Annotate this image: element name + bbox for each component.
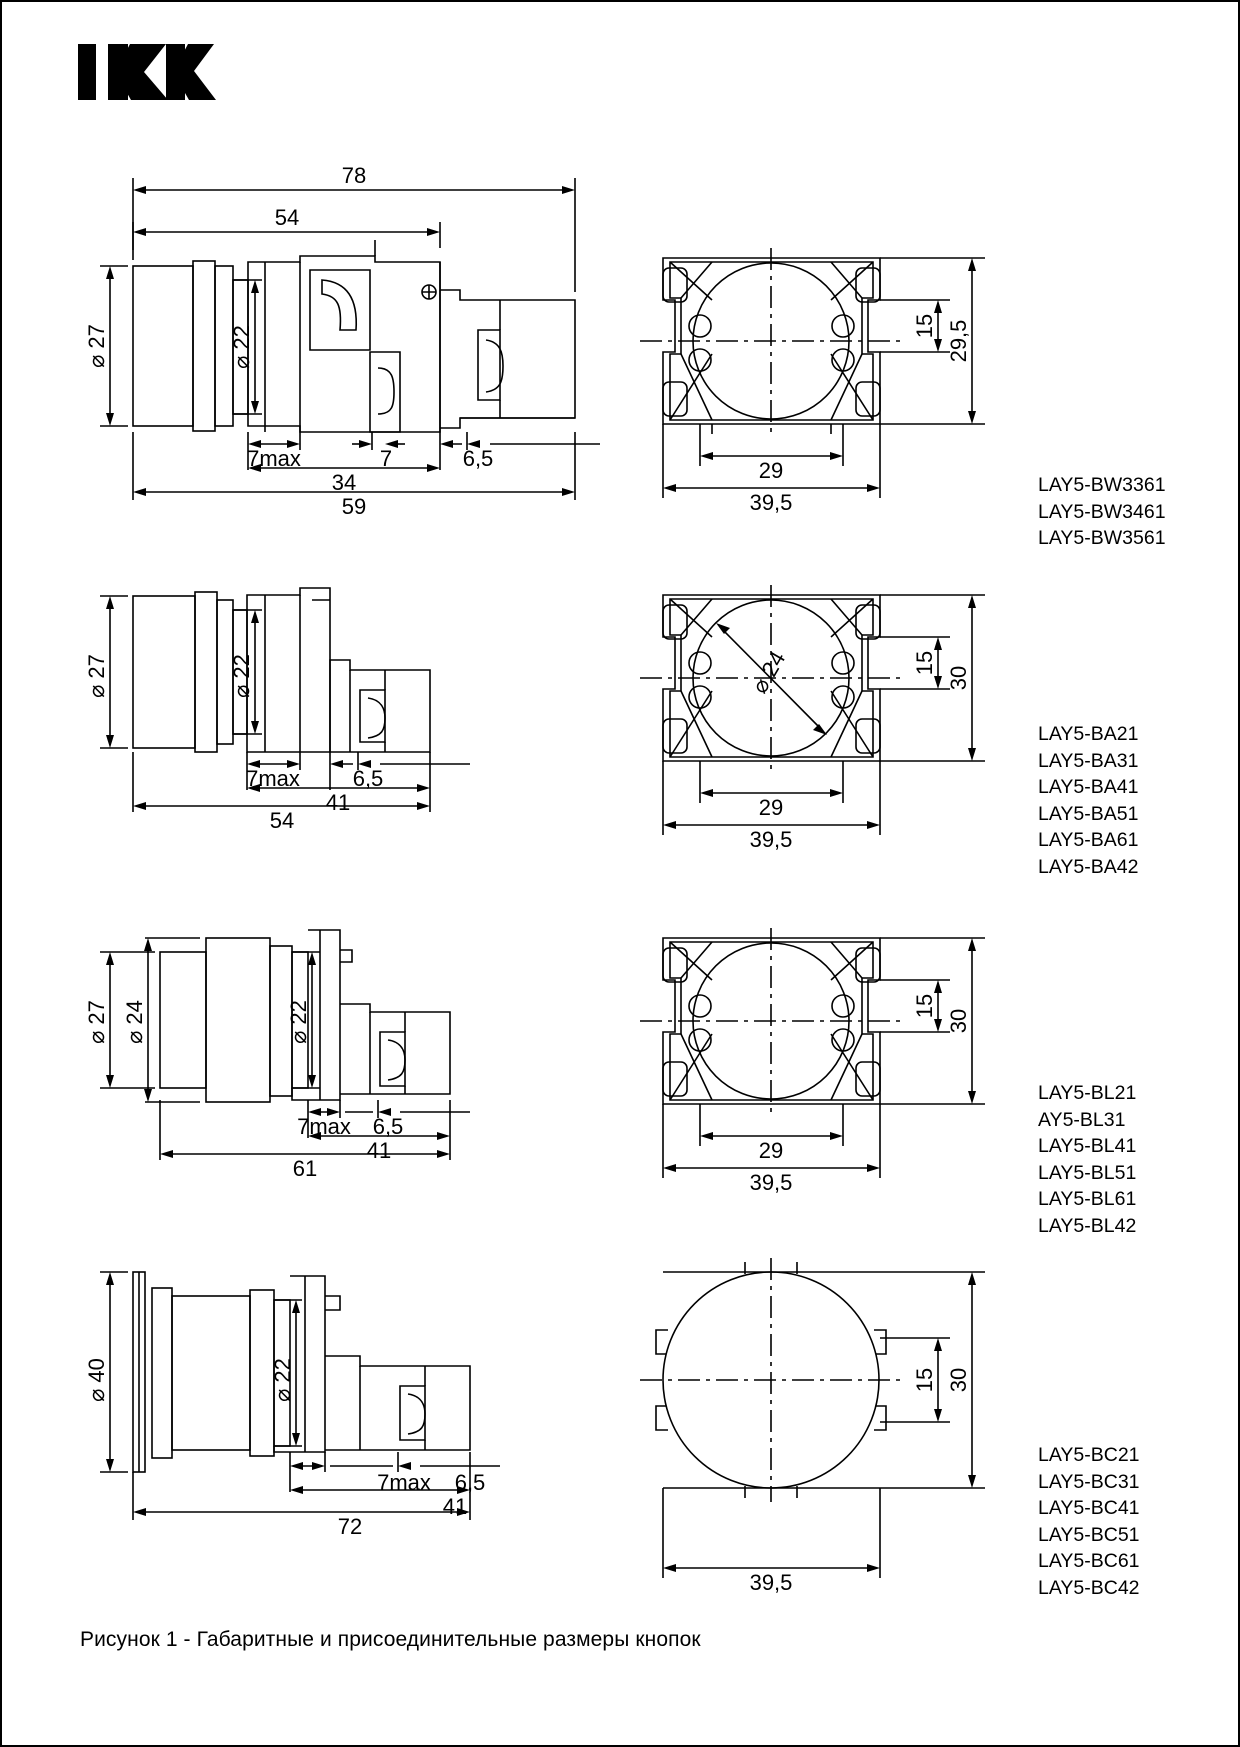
dim-label: 39,5 [749,1570,793,1595]
dim-label: 29 [758,795,784,820]
dim-label: ⌀ 27 [84,1000,109,1044]
product-code: LAY5-BW3461 [1038,500,1166,523]
dim-label: ⌀ 22 [286,1000,311,1044]
product-codes-group-3 [1038,1080,1136,1239]
dim-label: 30 [946,665,971,691]
product-code: LAY5-BC41 [1038,1497,1140,1519]
dim-label: 7max [247,446,301,471]
dim-label: ⌀ 22 [229,654,254,698]
dim-label: ⌀ 24 [122,1000,147,1044]
figure-caption: Рисунок 1 - Габаритные и присоединительные размеры кнопок [80,1628,701,1651]
dim-label: ⌀ 27 [84,654,109,698]
dim-label: 15 [912,650,937,676]
product-code: LAY5-BW3561 [1038,527,1166,549]
product-code: LAY5-BA51 [1038,802,1139,825]
dim-label: 41 [366,1138,392,1163]
dim-label: 30 [946,1008,971,1034]
product-code: LAY5-BC51 [1038,1523,1140,1546]
product-code: LAY5-BA42 [1038,855,1139,878]
product-code: AY5-BL31 [1038,1108,1126,1131]
dim-label: 15 [912,1367,937,1393]
dim-label: 6,5 [372,1114,404,1139]
dim-label: 29 [758,458,784,483]
dim-label: 7max [377,1470,431,1495]
product-code: LAY5-BL42 [1038,1214,1137,1237]
dim-label: 7max [246,766,300,791]
dim-label: 29,5 [946,319,971,363]
product-code: LAY5-BA21 [1038,723,1139,745]
dim-label: 7max [297,1114,351,1139]
product-code: LAY5-BL41 [1038,1135,1137,1157]
dim-label: 6,5 [462,446,494,471]
product-code: LAY5-BA61 [1038,829,1139,851]
dim-label: 41 [442,1494,468,1519]
product-codes-group-4 [1038,1442,1140,1601]
dim-label: 6,5 [454,1470,486,1495]
dim-label: 6,5 [352,766,384,791]
dim-label: 29 [758,1138,784,1163]
product-code: LAY5-BA31 [1038,749,1139,772]
dim-label: 61 [292,1156,318,1181]
product-code: LAY5-BL21 [1038,1082,1137,1104]
dim-label: 39,5 [749,827,793,852]
dim-label: 54 [269,808,295,833]
product-code: LAY5-BL51 [1038,1161,1137,1184]
dim-label: 54 [274,205,300,230]
dim-label: 78 [341,163,367,188]
dim-label: ⌀ 22 [229,325,254,369]
product-code: LAY5-BC21 [1038,1444,1140,1466]
dim-label: 39,5 [749,1170,793,1195]
dim-label: 59 [341,494,367,519]
product-codes-group-2 [1038,721,1138,880]
product-codes-group-1 [1038,472,1166,552]
dim-label: 30 [946,1367,971,1393]
product-code: LAY5-BW3361 [1038,474,1166,496]
product-code: LAY5-BL61 [1038,1188,1137,1210]
dim-label: 34 [331,470,357,495]
dim-label: 15 [912,313,937,339]
dim-label: ⌀ 40 [84,1358,109,1402]
product-code: LAY5-BC31 [1038,1470,1140,1493]
dim-label: ⌀ 22 [270,1358,295,1402]
dim-label: ⌀ 27 [84,324,109,368]
dim-label: 41 [325,790,351,815]
product-code: LAY5-BC42 [1038,1576,1140,1599]
dim-label: 15 [912,993,937,1019]
product-code: LAY5-BA41 [1038,776,1139,798]
dim-label: 39,5 [749,490,793,515]
dim-label: 7 [379,446,393,471]
dim-label: ⌀ 24 [746,647,791,698]
dim-label: 72 [337,1514,363,1539]
product-code: LAY5-BC61 [1038,1550,1140,1572]
